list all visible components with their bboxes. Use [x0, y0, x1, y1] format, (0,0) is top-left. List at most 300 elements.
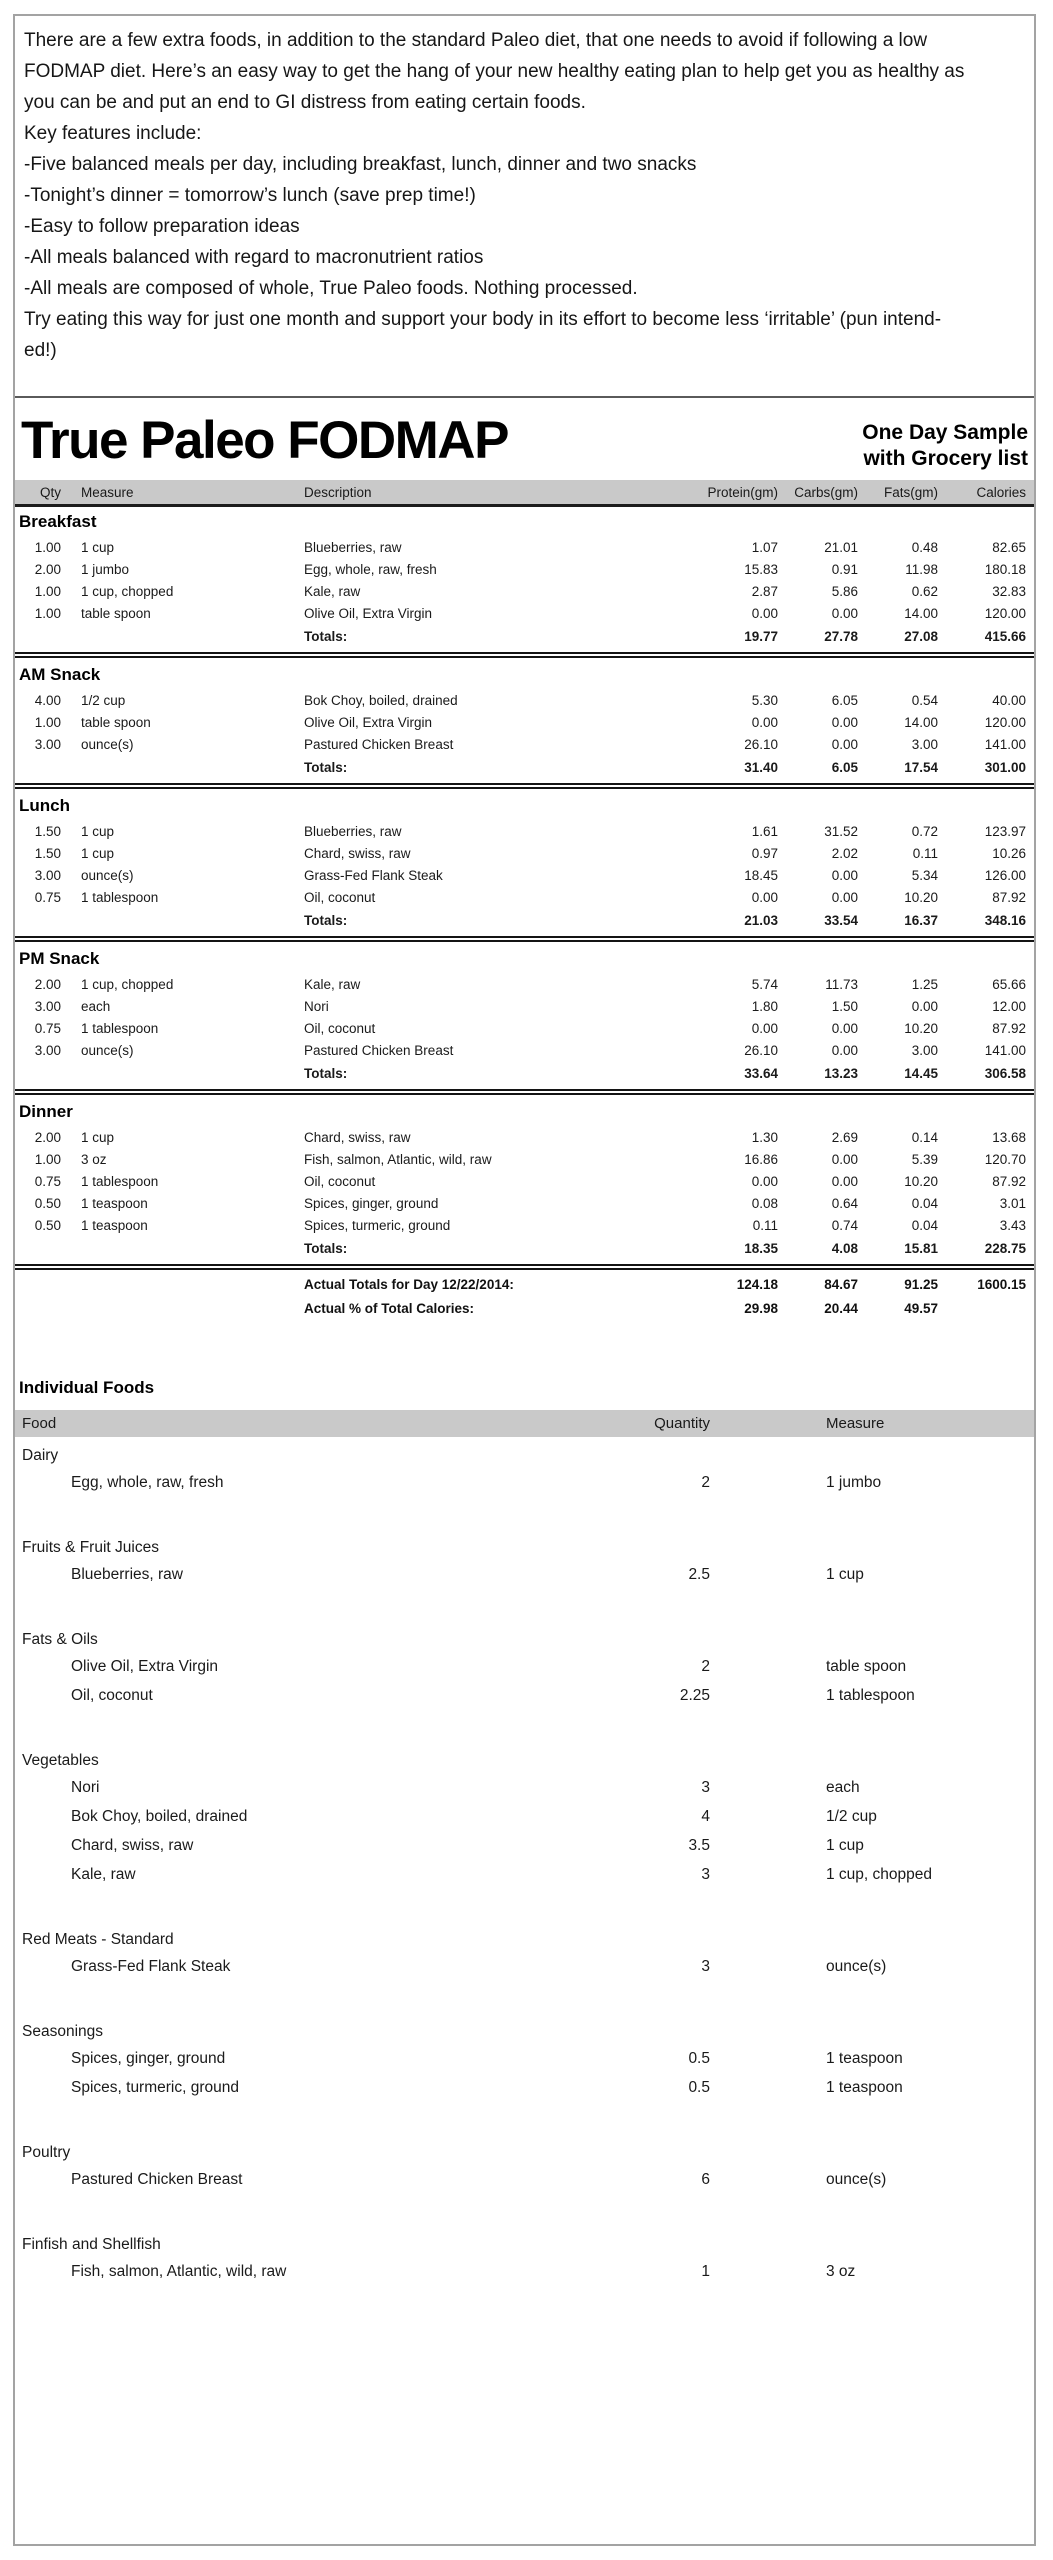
cell-food-name: Bok Choy, boiled, drained: [71, 1807, 248, 1825]
cell-qty: 1.50: [34, 823, 61, 839]
totals-protein: 18.35: [744, 1240, 778, 1256]
cell-measure: 1 cup: [81, 539, 115, 555]
meal-table-row: [15, 1214, 1034, 1236]
cell-calories: 87.92: [992, 1020, 1026, 1036]
column-header-if-measure: Measure: [826, 1415, 885, 1432]
cell-measure: each: [81, 998, 111, 1014]
cell-description: Oil, coconut: [304, 889, 376, 905]
cell-qty: 0.75: [34, 889, 61, 905]
cell-calories: 180.18: [984, 561, 1026, 577]
cell-description: Kale, raw: [304, 583, 361, 599]
cell-protein: 0.00: [751, 714, 778, 730]
cell-measure: 1 tablespoon: [81, 1020, 159, 1036]
day-totals-protein: 124.18: [736, 1276, 778, 1292]
cell-fats: 0.11: [912, 845, 938, 861]
cell-fats: 0.14: [911, 1129, 938, 1145]
day-totals-carbs: 84.67: [824, 1276, 858, 1292]
totals-calories: 415.66: [984, 628, 1026, 644]
cell-food-quantity: 0.5: [688, 2049, 710, 2067]
cell-measure: ounce(s): [81, 736, 134, 752]
cell-description: Chard, swiss, raw: [304, 845, 411, 861]
cell-carbs: 0.00: [831, 1042, 858, 1058]
cell-fats: 0.04: [911, 1195, 938, 1211]
cell-calories: 32.83: [992, 583, 1026, 599]
cell-measure: 1 tablespoon: [81, 1173, 159, 1189]
meal-section-totals-row: [15, 1237, 1034, 1259]
cell-carbs: 1.50: [831, 998, 858, 1014]
cell-fats: 10.20: [904, 889, 938, 905]
cell-qty: 3.00: [34, 1042, 61, 1058]
cell-food-measure: 1 cup: [826, 1836, 864, 1854]
cell-protein: 1.80: [751, 998, 778, 1014]
cell-carbs: 31.52: [824, 823, 858, 839]
cell-measure: table spoon: [81, 605, 151, 621]
cell-food-measure: 1 jumbo: [826, 1473, 882, 1491]
cell-fats: 0.62: [911, 583, 938, 599]
section-divider: [15, 1089, 1034, 1095]
cell-protein: 0.00: [751, 605, 778, 621]
cell-calories: 3.01: [999, 1195, 1026, 1211]
individual-food-row: [15, 1468, 1034, 1497]
cell-carbs: 0.00: [831, 714, 858, 730]
cell-food-name: Spices, ginger, ground: [71, 2049, 226, 2067]
cell-calories: 10.26: [992, 845, 1026, 861]
cell-carbs: 21.01: [824, 539, 858, 555]
intro-line: FODMAP diet. Here’s an easy way to get the hang of your new healthy eating plan to help get you as healthy as: [24, 61, 965, 82]
meal-table-row: [15, 1170, 1034, 1192]
cell-food-quantity: 1: [701, 2262, 710, 2280]
cell-measure: 1 jumbo: [81, 561, 130, 577]
meal-section-header: PM Snack: [19, 949, 100, 968]
cell-food-measure: 3 oz: [826, 2262, 856, 2280]
cell-fats: 14.00: [904, 605, 938, 621]
column-header-calories: Calories: [976, 484, 1026, 500]
cell-food-measure: table spoon: [826, 1657, 907, 1675]
cell-description: Pastured Chicken Breast: [304, 736, 454, 752]
cell-description: Spices, ginger, ground: [304, 1195, 439, 1211]
meal-table-row: [15, 864, 1034, 886]
individual-foods-header-row: [15, 1410, 1034, 1437]
cell-food-quantity: 3: [701, 1865, 710, 1883]
cell-carbs: 11.73: [825, 976, 858, 992]
cell-food-name: Egg, whole, raw, fresh: [71, 1473, 224, 1491]
cell-calories: 3.43: [999, 1217, 1026, 1233]
individual-foods-group: [15, 2013, 1034, 2102]
cell-food-quantity: 2.5: [688, 1565, 710, 1583]
individual-food-row: [15, 1681, 1034, 1710]
cell-description: Olive Oil, Extra Virgin: [304, 605, 433, 621]
cell-fats: 10.20: [904, 1173, 938, 1189]
cell-protein: 0.00: [751, 1020, 778, 1036]
cell-description: Oil, coconut: [304, 1173, 376, 1189]
totals-label: Totals:: [304, 1240, 348, 1256]
totals-protein: 33.64: [744, 1065, 778, 1081]
meal-section-totals-row: [15, 1062, 1034, 1084]
cell-measure: 1 teaspoon: [81, 1217, 148, 1233]
subtitle-line-2: with Grocery list: [863, 447, 1028, 470]
meal-table-row: [15, 602, 1034, 624]
cell-description: Egg, whole, raw, fresh: [304, 561, 437, 577]
cell-carbs: 0.91: [831, 561, 858, 577]
section-divider: [15, 1264, 1034, 1270]
cell-food-quantity: 3: [701, 1778, 710, 1796]
document-page: [13, 14, 1036, 2546]
cell-fats: 0.54: [911, 692, 938, 708]
intro-line: ed!): [24, 340, 57, 361]
day-totals-row: [15, 1272, 1034, 1296]
meal-sections: [15, 507, 1034, 1270]
day-percent-row: [15, 1296, 1034, 1320]
cell-fats: 1.25: [911, 976, 938, 992]
individual-food-row: [15, 1952, 1034, 1981]
cell-protein: 26.10: [744, 1042, 778, 1058]
cell-protein: 0.00: [751, 1173, 778, 1189]
cell-protein: 1.30: [751, 1129, 778, 1145]
food-category-label: Finfish and Shellfish: [22, 2236, 161, 2253]
cell-fats: 3.00: [911, 1042, 938, 1058]
individual-foods-group: [15, 2134, 1034, 2194]
meal-section-header: AM Snack: [19, 665, 101, 684]
individual-foods-group: [15, 1529, 1034, 1589]
column-header-qty: Qty: [39, 484, 61, 500]
cell-carbs: 2.69: [831, 1129, 858, 1145]
cell-food-quantity: 2.25: [679, 1686, 710, 1704]
cell-food-measure: 1 cup: [826, 1565, 864, 1583]
day-percent-label: Actual % of Total Calories:: [304, 1300, 475, 1316]
individual-foods-group: [15, 1742, 1034, 1889]
cell-measure: 1 cup: [81, 1129, 115, 1145]
cell-qty: 2.00: [34, 976, 61, 992]
cell-qty: 2.00: [34, 561, 61, 577]
cell-description: Bok Choy, boiled, drained: [304, 692, 458, 708]
individual-food-row: [15, 2073, 1034, 2102]
cell-food-name: Pastured Chicken Breast: [71, 2170, 243, 2188]
meal-section-totals-row: [15, 756, 1034, 778]
cell-food-measure: ounce(s): [826, 1957, 887, 1975]
individual-food-row: [15, 1831, 1034, 1860]
cell-fats: 5.34: [911, 867, 938, 883]
column-header-description: Description: [304, 484, 372, 500]
individual-food-row: [15, 1802, 1034, 1831]
cell-protein: 1.61: [751, 823, 778, 839]
section-divider: [15, 936, 1034, 942]
meal-table-row: [15, 689, 1034, 711]
individual-food-row: [15, 1560, 1034, 1589]
cell-qty: 0.75: [34, 1173, 61, 1189]
cell-food-quantity: 0.5: [688, 2078, 710, 2096]
cell-measure: table spoon: [81, 714, 151, 730]
cell-food-name: Fish, salmon, Atlantic, wild, raw: [71, 2262, 287, 2280]
intro-line: Key features include:: [24, 123, 202, 144]
totals-calories: 306.58: [984, 1065, 1026, 1081]
day-totals-label: Actual Totals for Day 12/22/2014:: [304, 1276, 514, 1292]
cell-protein: 5.74: [751, 976, 778, 992]
cell-food-measure: 1 teaspoon: [826, 2049, 903, 2067]
cell-description: Spices, turmeric, ground: [304, 1217, 451, 1233]
totals-carbs: 4.08: [831, 1240, 858, 1256]
meal-table-row: [15, 820, 1034, 842]
meal-table-row: [15, 711, 1034, 733]
individual-foods-groups: [15, 1437, 1034, 2286]
cell-food-quantity: 4: [701, 1807, 710, 1825]
cell-carbs: 0.00: [831, 1173, 858, 1189]
individual-food-row: [15, 1652, 1034, 1681]
cell-food-name: Grass-Fed Flank Steak: [71, 1957, 231, 1975]
cell-qty: 3.00: [34, 867, 61, 883]
meal-table-row: [15, 733, 1034, 755]
totals-calories: 348.16: [984, 912, 1026, 928]
cell-carbs: 0.00: [831, 736, 858, 752]
individual-food-row: [15, 2257, 1034, 2286]
totals-label: Totals:: [304, 912, 348, 928]
cell-description: Nori: [304, 998, 329, 1014]
cell-measure: 1 cup, chopped: [81, 976, 174, 992]
cell-description: Blueberries, raw: [304, 539, 402, 555]
meal-section-header: Breakfast: [19, 512, 97, 531]
cell-carbs: 0.00: [831, 1151, 858, 1167]
cell-qty: 1.00: [34, 1151, 61, 1167]
cell-carbs: 0.64: [831, 1195, 858, 1211]
meal-table-row: [15, 995, 1034, 1017]
intro-line: -Five balanced meals per day, including breakfast, lunch, dinner and two snacks: [24, 154, 697, 175]
cell-calories: 12.00: [992, 998, 1026, 1014]
meal-table-row: [15, 886, 1034, 908]
totals-fats: 14.45: [904, 1065, 938, 1081]
cell-calories: 120.70: [984, 1151, 1026, 1167]
totals-carbs: 33.54: [824, 912, 858, 928]
cell-description: Fish, salmon, Atlantic, wild, raw: [304, 1151, 492, 1167]
totals-protein: 21.03: [744, 912, 778, 928]
cell-description: Grass-Fed Flank Steak: [304, 867, 443, 883]
food-category-label: Poultry: [22, 2144, 71, 2161]
intro-line: -All meals balanced with regard to macronutrient ratios: [24, 247, 484, 268]
day-percent-fats: 49.57: [904, 1300, 938, 1316]
cell-food-measure: each: [826, 1778, 860, 1796]
totals-fats: 16.37: [904, 912, 938, 928]
cell-carbs: 6.05: [831, 692, 858, 708]
cell-measure: 1 cup, chopped: [81, 583, 174, 599]
cell-protein: 18.45: [744, 867, 778, 883]
cell-calories: 40.00: [992, 692, 1026, 708]
cell-food-measure: ounce(s): [826, 2170, 887, 2188]
day-totals-fats: 91.25: [904, 1276, 938, 1292]
meal-section-header: Lunch: [19, 796, 70, 815]
totals-protein: 19.77: [744, 628, 778, 644]
cell-qty: 2.00: [34, 1129, 61, 1145]
cell-food-name: Kale, raw: [71, 1865, 136, 1883]
section-divider: [15, 652, 1034, 658]
intro-line: -Easy to follow preparation ideas: [24, 216, 300, 237]
cell-carbs: 5.86: [831, 583, 858, 599]
cell-fats: 10.20: [904, 1020, 938, 1036]
cell-fats: 11.98: [905, 561, 938, 577]
cell-protein: 16.86: [744, 1151, 778, 1167]
cell-protein: 15.83: [744, 561, 778, 577]
cell-measure: ounce(s): [81, 1042, 134, 1058]
totals-calories: 301.00: [984, 759, 1026, 775]
cell-qty: 3.00: [34, 998, 61, 1014]
totals-carbs: 27.78: [824, 628, 858, 644]
meal-section-header: Dinner: [19, 1102, 73, 1121]
cell-description: Oil, coconut: [304, 1020, 376, 1036]
cell-calories: 87.92: [992, 1173, 1026, 1189]
column-header-protein: Protein(gm): [707, 484, 778, 500]
totals-label: Totals:: [304, 759, 348, 775]
cell-protein: 0.97: [751, 845, 778, 861]
meal-table-row: [15, 1192, 1034, 1214]
totals-label: Totals:: [304, 1065, 348, 1081]
cell-food-measure: 1/2 cup: [826, 1807, 877, 1825]
meal-table-row: [15, 558, 1034, 580]
food-category-label: Vegetables: [22, 1752, 99, 1769]
cell-protein: 0.08: [751, 1195, 778, 1211]
day-percent-protein: 29.98: [744, 1300, 778, 1316]
page-subtitle: [862, 412, 1028, 472]
meal-table-row: [15, 580, 1034, 602]
cell-measure: ounce(s): [81, 867, 134, 883]
intro-line: -Tonight’s dinner = tomorrow’s lunch (save prep time!): [24, 185, 476, 206]
cell-food-name: Blueberries, raw: [71, 1565, 183, 1583]
cell-food-quantity: 2: [701, 1473, 710, 1491]
individual-food-row: [15, 2165, 1034, 2194]
food-category-label: Seasonings: [22, 2023, 104, 2040]
cell-food-measure: 1 cup, chopped: [826, 1865, 933, 1883]
individual-food-row: [15, 2044, 1034, 2073]
cell-food-name: Nori: [71, 1778, 100, 1796]
totals-calories: 228.75: [984, 1240, 1026, 1256]
intro-line: -All meals are composed of whole, True Paleo foods. Nothing processed.: [24, 278, 638, 299]
cell-qty: 4.00: [34, 692, 61, 708]
totals-carbs: 6.05: [831, 759, 858, 775]
intro-text-block: [15, 16, 1034, 398]
cell-food-name: Spices, turmeric, ground: [71, 2078, 239, 2096]
food-category-label: Fruits & Fruit Juices: [22, 1539, 159, 1556]
subtitle-line-1: One Day Sample: [862, 421, 1028, 444]
individual-foods-group: [15, 1621, 1034, 1710]
column-header-measure: Measure: [81, 484, 134, 500]
cell-description: Chard, swiss, raw: [304, 1129, 411, 1145]
individual-foods-heading: Individual Foods: [19, 1378, 155, 1397]
cell-carbs: 0.00: [831, 1020, 858, 1036]
cell-fats: 5.39: [911, 1151, 938, 1167]
cell-qty: 1.00: [34, 539, 61, 555]
meal-section-totals-row: [15, 625, 1034, 647]
cell-food-quantity: 6: [701, 2170, 710, 2188]
cell-fats: 3.00: [911, 736, 938, 752]
meal-table-row: [15, 1126, 1034, 1148]
cell-qty: 0.50: [34, 1195, 61, 1211]
meal-table-row: [15, 842, 1034, 864]
meal-table-row: [15, 536, 1034, 558]
cell-food-quantity: 3.5: [688, 1836, 710, 1854]
cell-qty: 1.50: [34, 845, 61, 861]
cell-measure: 1/2 cup: [81, 692, 126, 708]
individual-foods-group: [15, 1437, 1034, 1497]
meal-table-row: [15, 1148, 1034, 1170]
section-divider: [15, 783, 1034, 789]
cell-calories: 141.00: [984, 1042, 1026, 1058]
column-header-fats: Fats(gm): [884, 484, 938, 500]
individual-food-row: [15, 1860, 1034, 1889]
cell-carbs: 0.00: [831, 867, 858, 883]
cell-fats: 0.00: [911, 998, 938, 1014]
intro-line: Try eating this way for just one month and support your body in its effort to become less ‘irritable’ (pun intend-: [24, 309, 942, 330]
food-category-label: Dairy: [22, 1447, 59, 1464]
cell-calories: 141.00: [984, 736, 1026, 752]
cell-qty: 1.00: [34, 714, 61, 730]
cell-measure: 1 teaspoon: [81, 1195, 148, 1211]
column-header-quantity: Quantity: [654, 1415, 710, 1432]
meal-section-totals-row: [15, 909, 1034, 931]
cell-protein: 0.11: [752, 1217, 778, 1233]
cell-protein: 0.00: [751, 889, 778, 905]
totals-fats: 15.81: [904, 1240, 938, 1256]
individual-foods-group: [15, 1921, 1034, 1981]
cell-protein: 1.07: [751, 539, 778, 555]
cell-food-quantity: 2: [701, 1657, 710, 1675]
cell-carbs: 2.02: [831, 845, 858, 861]
cell-description: Blueberries, raw: [304, 823, 402, 839]
title-row: [15, 398, 1034, 478]
cell-food-name: Chard, swiss, raw: [71, 1836, 194, 1854]
cell-carbs: 0.00: [831, 889, 858, 905]
cell-measure: 1 tablespoon: [81, 889, 159, 905]
cell-qty: 0.75: [34, 1020, 61, 1036]
meal-table-row: [15, 1039, 1034, 1061]
cell-measure: 3 oz: [81, 1151, 107, 1167]
individual-foods-group: [15, 2226, 1034, 2286]
cell-carbs: 0.74: [831, 1217, 858, 1233]
intro-line: There are a few extra foods, in addition to the standard Paleo diet, that one needs to avoid if following a low: [24, 30, 928, 51]
cell-food-measure: 1 teaspoon: [826, 2078, 903, 2096]
totals-label: Totals:: [304, 628, 348, 644]
meal-table-header-row: [15, 480, 1034, 507]
cell-fats: 0.04: [911, 1217, 938, 1233]
cell-qty: 1.00: [34, 605, 61, 621]
cell-qty: 1.00: [34, 583, 61, 599]
food-category-label: Red Meats - Standard: [22, 1931, 174, 1948]
totals-fats: 17.54: [904, 759, 938, 775]
totals-protein: 31.40: [744, 759, 778, 775]
intro-line: you can be and put an end to GI distress from eating certain foods.: [24, 92, 586, 113]
cell-fats: 14.00: [904, 714, 938, 730]
meal-table-row: [15, 973, 1034, 995]
cell-calories: 13.68: [992, 1129, 1026, 1145]
cell-measure: 1 cup: [81, 823, 115, 839]
cell-measure: 1 cup: [81, 845, 115, 861]
cell-food-name: Olive Oil, Extra Virgin: [71, 1657, 219, 1675]
cell-food-quantity: 3: [701, 1957, 710, 1975]
cell-description: Pastured Chicken Breast: [304, 1042, 454, 1058]
cell-food-name: Oil, coconut: [71, 1686, 153, 1704]
column-header-food: Food: [22, 1415, 57, 1432]
cell-calories: 65.66: [992, 976, 1026, 992]
cell-calories: 120.00: [984, 714, 1026, 730]
day-totals-calories: 1600.15: [977, 1276, 1026, 1292]
cell-protein: 2.87: [751, 583, 778, 599]
cell-fats: 0.72: [911, 823, 938, 839]
cell-protein: 5.30: [751, 692, 778, 708]
cell-carbs: 0.00: [831, 605, 858, 621]
totals-carbs: 13.23: [824, 1065, 858, 1081]
cell-protein: 26.10: [744, 736, 778, 752]
cell-calories: 126.00: [984, 867, 1026, 883]
cell-description: Olive Oil, Extra Virgin: [304, 714, 433, 730]
individual-food-row: [15, 1773, 1034, 1802]
cell-food-measure: 1 tablespoon: [826, 1686, 915, 1704]
cell-description: Kale, raw: [304, 976, 361, 992]
cell-fats: 0.48: [911, 539, 938, 555]
